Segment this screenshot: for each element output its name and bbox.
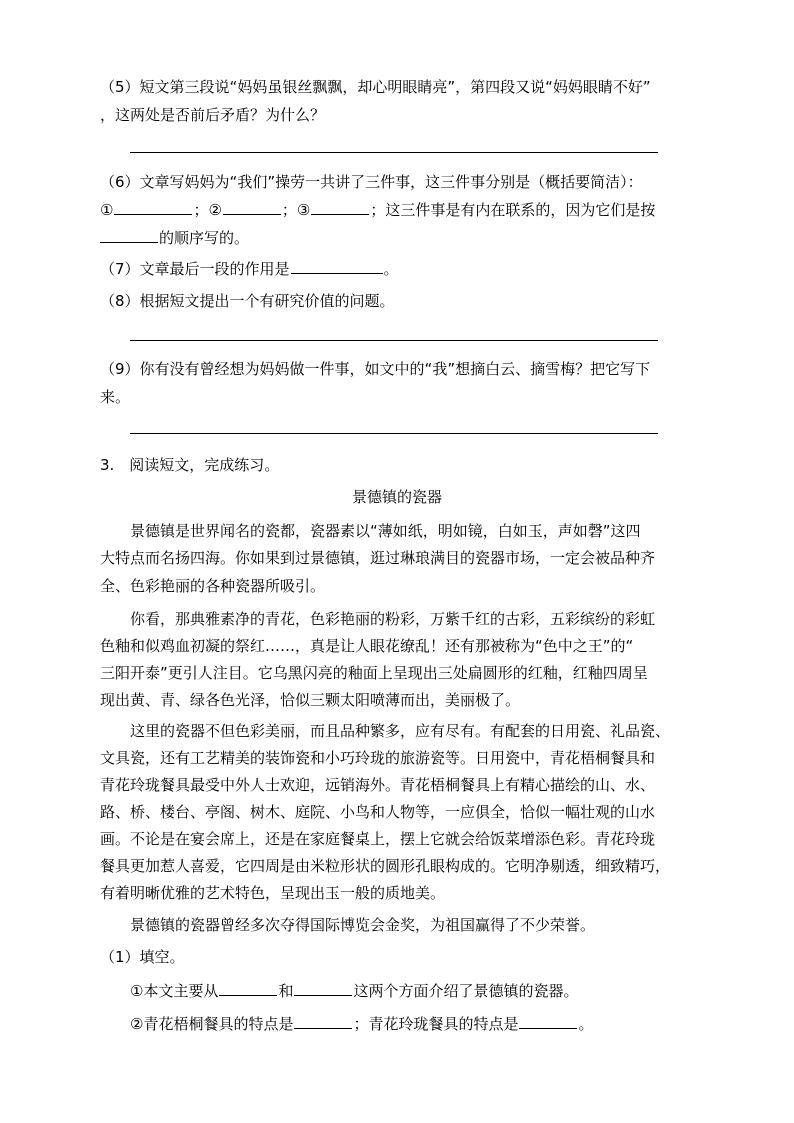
p3-line-6: 餐具更加惹人喜爱，它四周是由米粒形状的圆形孔眼构成的。它明净剔透，细致精巧， <box>100 857 671 875</box>
fill-2-text-b: ；青花玲珑餐具的特点是 <box>353 1015 519 1033</box>
p2-line-1: 你看，那典雅素净的青花，色彩艳丽的粉彩，万紫千红的古彩，五彩缤纷的彩虹 <box>130 610 656 628</box>
sub-question-1: （1）填空。 <box>100 948 185 966</box>
p1-line-2: 大特点而名扬四海。你如果到过景德镇，逛过琳琅满目的瓷器市场，一定会被品种齐 <box>100 549 656 567</box>
q8-line: （8）根据短文提出一个有研究价值的问题。 <box>100 292 395 310</box>
p3-line-5: 画。不论是在宴会席上，还是在家庭餐桌上，摆上它就会给饭菜增添色彩。青花玲珑 <box>100 830 656 848</box>
q9-answer-line[interactable] <box>130 433 658 434</box>
fill-2-blank-a[interactable] <box>294 1014 352 1029</box>
q6-sep-2: ；③ <box>281 201 311 219</box>
q5-line-1: （5）短文第三段说“妈妈虽银丝飘飘，却心明眼睛亮”，第四段又说“妈妈眼睛不好” <box>100 78 651 96</box>
q7-end: 。 <box>383 260 399 278</box>
fill-1-text-a: ①本文主要从 <box>130 982 219 1000</box>
fill-1-text-b: 和 <box>278 982 294 1000</box>
p1-line-3: 全、色彩艳丽的各种瓷器所吸引。 <box>100 577 326 595</box>
q6-blank-2[interactable] <box>223 200 281 215</box>
p3-line-4: 路、桥、楼台、亭阁、树木、庭院、小鸟和人物等，一应俱全，恰似一幅壮观的山水 <box>100 803 656 821</box>
fill-2-text-c: 。 <box>578 1015 594 1033</box>
q7-line <box>100 258 399 279</box>
q7-blank[interactable] <box>291 259 383 274</box>
fill-2-text-a: ②青花梧桐餐具的特点是 <box>130 1015 294 1033</box>
q6-end: 的顺序写的。 <box>159 229 250 247</box>
q6-line-3 <box>100 227 249 248</box>
p1-line-1: 景德镇是世界闻名的瓷都，瓷器素以“薄如纸，明如镜，白如玉，声如磬”这四 <box>130 522 641 540</box>
section-3-heading: 3. 阅读短文，完成练习。 <box>100 456 280 474</box>
q5-answer-line[interactable] <box>130 152 658 153</box>
q9-line-2: 来。 <box>100 388 131 406</box>
p2-line-3: 三阳开泰”更引人注目。它乌黑闪亮的釉面上呈现出三处扁圆形的红釉，红釉四周呈 <box>100 664 648 682</box>
fill-1-text-c: 这两个方面介绍了景德镇的瓷器。 <box>353 982 579 1000</box>
q6-line-1: （6）文章写妈妈为“我们”操劳一共讲了三件事，这三件事分别是（概括要简洁）： <box>100 173 643 191</box>
fill-1-blank-b[interactable] <box>294 981 352 996</box>
q6-marker-1: ① <box>100 201 114 219</box>
p3-line-1: 这里的瓷器不但色彩美丽，而且品种繁多，应有尽有。有配套的日用瓷、礼品瓷、 <box>130 722 671 740</box>
q6-line-2 <box>100 199 655 220</box>
fill-line-2 <box>130 1013 593 1034</box>
p4-line-1: 景德镇的瓷器曾经多次夺得国际博览会金奖，为祖国赢得了不少荣誉。 <box>130 916 596 934</box>
fill-2-blank-b[interactable] <box>519 1014 577 1029</box>
q9-line-1: （9）你有没有曾经想为妈妈做一件事，如文中的“我”想摘白云、摘雪梅？把它写下 <box>100 360 651 378</box>
fill-line-1 <box>130 980 578 1001</box>
q5-line-2: ，这两处是否前后矛盾？为什么？ <box>100 106 326 124</box>
q8-answer-line[interactable] <box>130 340 658 341</box>
article-title: 景德镇的瓷器 <box>351 488 442 506</box>
p3-line-7: 有着明晰优雅的艺术特色，呈现出玉一般的质地美。 <box>100 884 446 902</box>
fill-1-blank-a[interactable] <box>219 981 277 996</box>
q6-sep-1: ；② <box>193 201 222 219</box>
q6-blank-4[interactable] <box>100 228 158 243</box>
p3-line-3: 青花玲珑餐具最受中外人士欢迎，远销海外。青花梧桐餐具上有精心描绘的山、水、 <box>100 776 656 794</box>
q6-blank-1[interactable] <box>114 200 192 215</box>
p3-line-2: 文具瓷，还有工艺精美的装饰瓷和小巧玲珑的旅游瓷等。日用瓷中，青花梧桐餐具和 <box>100 749 656 767</box>
q7-text: （7）文章最后一段的作用是 <box>100 260 290 278</box>
q6-tail: ；这三件事是有内在联系的，因为它们是按 <box>370 201 656 219</box>
p2-line-4: 现出黄、青、绿各色光泽，恰似三颗太阳喷薄而出，美丽极了。 <box>100 691 521 709</box>
p2-line-2: 色釉和似鸡血初凝的祭红……，真是让人眼花缭乱！还有那被称为“色中之王”的“ <box>100 637 634 655</box>
q6-blank-3[interactable] <box>311 200 369 215</box>
